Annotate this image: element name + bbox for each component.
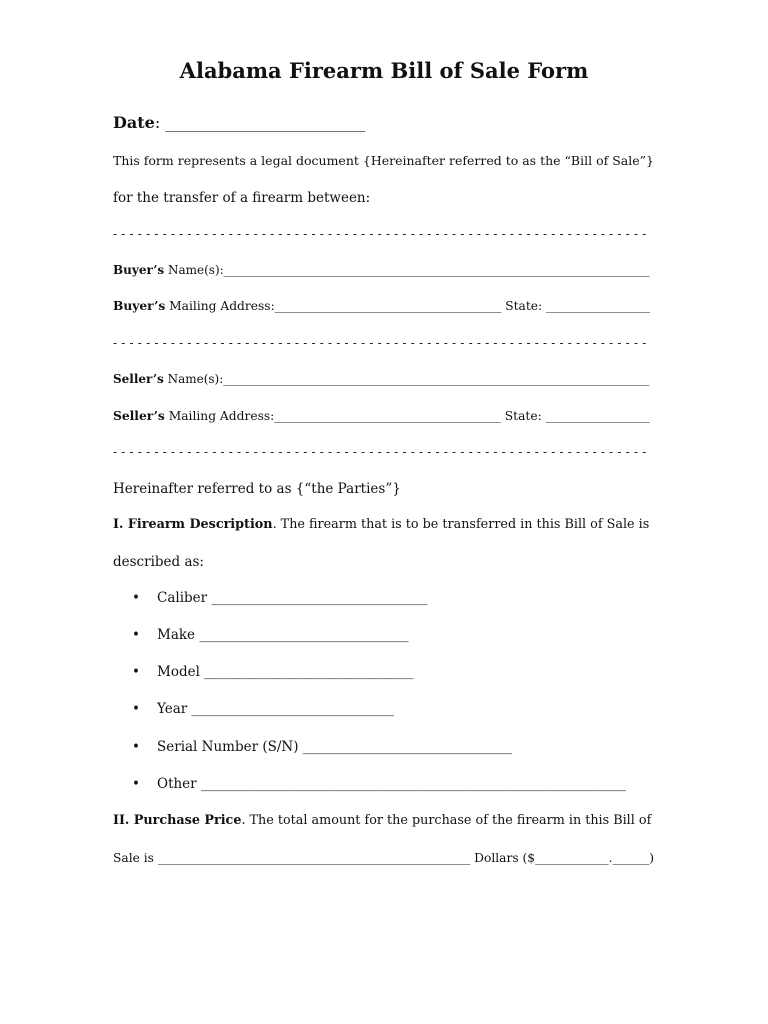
section-1-text-1: . The firearm that is to be transferred in this Bill of Sale is	[272, 517, 650, 532]
separator-2: - - - - - - - - - - - - - - - - - - - - - - - - - - - - - - - - - - - - - - - - - - - - - - - - - - - - - - - - - - - - - - - - -	[113, 336, 647, 350]
section-1-line-2: described as:	[113, 554, 204, 570]
section-1-line-1	[113, 516, 649, 534]
make-field[interactable]: Make _______________________________	[157, 627, 409, 643]
seller-name-field[interactable]: Name(s):_______________________________________________________________________	[163, 372, 650, 386]
list-item-model[interactable]	[132, 663, 413, 681]
bullet-icon: •	[132, 627, 140, 643]
date-field[interactable]: : _________________________	[154, 113, 366, 132]
separator-1: - - - - - - - - - - - - - - - - - - - - - - - - - - - - - - - - - - - - - - - - - - - - - - - - - - - - - - - - - - - - - - - - -	[113, 227, 647, 241]
date-label: Date	[113, 113, 155, 132]
buyer-name-field[interactable]: Name(s):_______________________________________________________________________	[164, 263, 650, 277]
seller-name-line	[113, 370, 649, 388]
list-item-other[interactable]	[132, 775, 626, 793]
date-line	[113, 114, 365, 132]
bullet-icon: •	[132, 701, 140, 717]
bullet-icon: •	[132, 590, 140, 606]
buyer-name-label: Buyer’s	[113, 263, 165, 277]
list-item-make[interactable]	[132, 626, 409, 644]
document-title: Alabama Firearm Bill of Sale Form	[179, 58, 589, 83]
list-item-serial-number[interactable]	[132, 738, 512, 756]
list-item-caliber[interactable]	[132, 589, 427, 607]
seller-address-label: Seller’s	[113, 408, 165, 423]
buyer-address-label: Buyer’s	[113, 298, 166, 313]
bullet-icon: •	[132, 664, 140, 680]
buyer-address-field[interactable]: Mailing Address:_____________________________________ State: _________________	[165, 299, 651, 313]
seller-address-line	[113, 407, 650, 425]
section-2-text-1: . The total amount for the purchase of the firearm in this Bill of	[241, 813, 652, 828]
buyer-name-line	[113, 261, 650, 279]
parties-line: Hereinafter referred to as {“the Parties”}	[113, 481, 401, 497]
model-field[interactable]: Model _______________________________	[157, 664, 414, 680]
list-item-year[interactable]	[132, 700, 394, 718]
serial-number-field[interactable]: Serial Number (S/N) _______________________________	[157, 739, 513, 755]
year-field[interactable]: Year ______________________________	[157, 701, 395, 717]
section-2-heading: II. Purchase Price	[113, 813, 242, 828]
intro-line-2: for the transfer of a firearm between:	[113, 190, 371, 206]
seller-address-field[interactable]: Mailing Address:_____________________________________ State: _________________	[164, 409, 650, 423]
section-2-line-1	[113, 812, 651, 830]
section-1-heading: I. Firearm Description	[113, 517, 273, 532]
other-field[interactable]: Other _______________________________________________________________	[157, 776, 627, 792]
bullet-icon: •	[132, 739, 140, 755]
intro-line-1: This form represents a legal document {Hereinafter referred to as the “Bill of Sale”}	[113, 153, 654, 168]
separator-3: - - - - - - - - - - - - - - - - - - - - - - - - - - - - - - - - - - - - - - - - - - - - - - - - - - - - - - - - - - - - - - - - -	[113, 445, 647, 459]
buyer-address-line	[113, 297, 650, 315]
section-2-line-2[interactable]: Sale is ___________________________________________________ Dollars ($____________.______)	[113, 851, 654, 865]
bullet-icon: •	[132, 776, 140, 792]
seller-name-label: Seller’s	[113, 372, 164, 386]
caliber-field[interactable]: Caliber ________________________________	[157, 590, 428, 606]
